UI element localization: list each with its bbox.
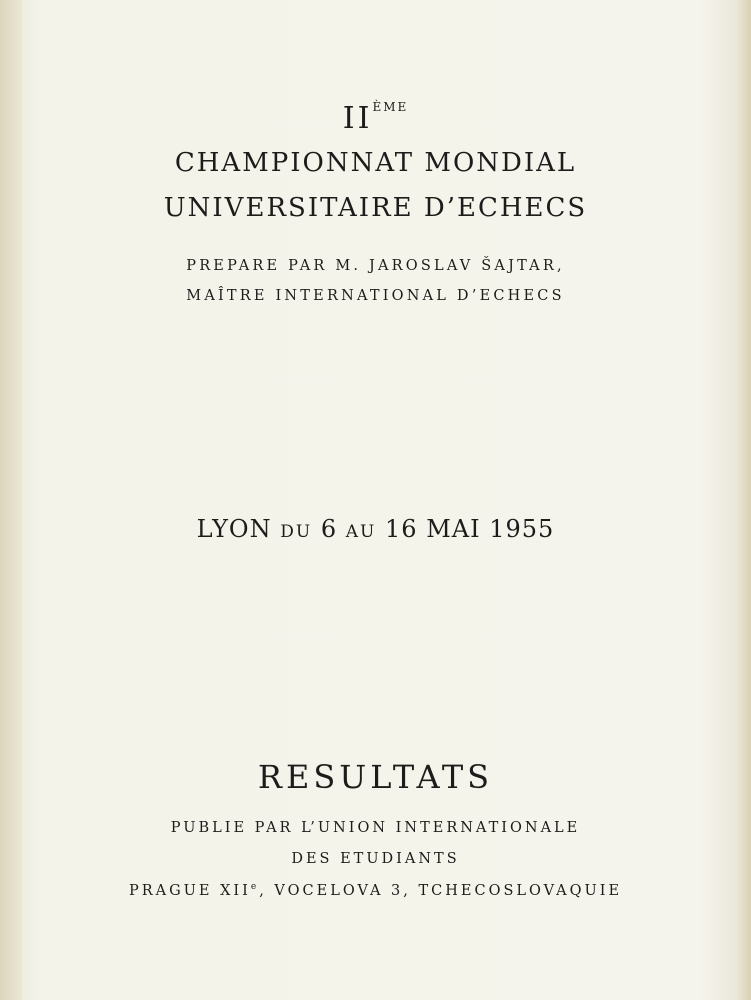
event-au: AU (345, 522, 377, 542)
address-prefix: PRAGUE XII (128, 883, 251, 899)
prepared-by-line-1: PREPARE PAR M. JAROSLAV ŠAJTAR, (186, 258, 565, 274)
address-superscript: e (250, 882, 260, 892)
title-line-1: CHAMPIONNAT MONDIAL (174, 148, 577, 178)
title-line-2: UNIVERSITAIRE D’ECHECS (163, 193, 588, 223)
publisher-line-2: DES ETUDIANTS (291, 851, 460, 867)
event-year: 1955 (489, 515, 555, 543)
event-city: LYON (196, 515, 272, 543)
publisher-address (0, 882, 751, 899)
edition-heading (0, 100, 751, 136)
event-month: MAI (426, 515, 481, 543)
results-heading: RESULTATS (257, 758, 494, 796)
event-end-day: 16 (385, 515, 418, 543)
address-suffix: , VOCELOVA 3, TCHECOSLOVAQUIE (259, 883, 623, 899)
event-start-day: 6 (320, 515, 338, 543)
publisher-line-1: PUBLIE PAR L’UNION INTERNATIONALE (170, 820, 581, 836)
prepared-by-line-2: MAÎTRE INTERNATIONAL D’ECHECS (186, 288, 565, 304)
event-dates (0, 515, 751, 543)
edition-number: II (342, 101, 373, 136)
edition-suffix: ÈME (372, 100, 409, 114)
event-du: DU (280, 522, 313, 542)
